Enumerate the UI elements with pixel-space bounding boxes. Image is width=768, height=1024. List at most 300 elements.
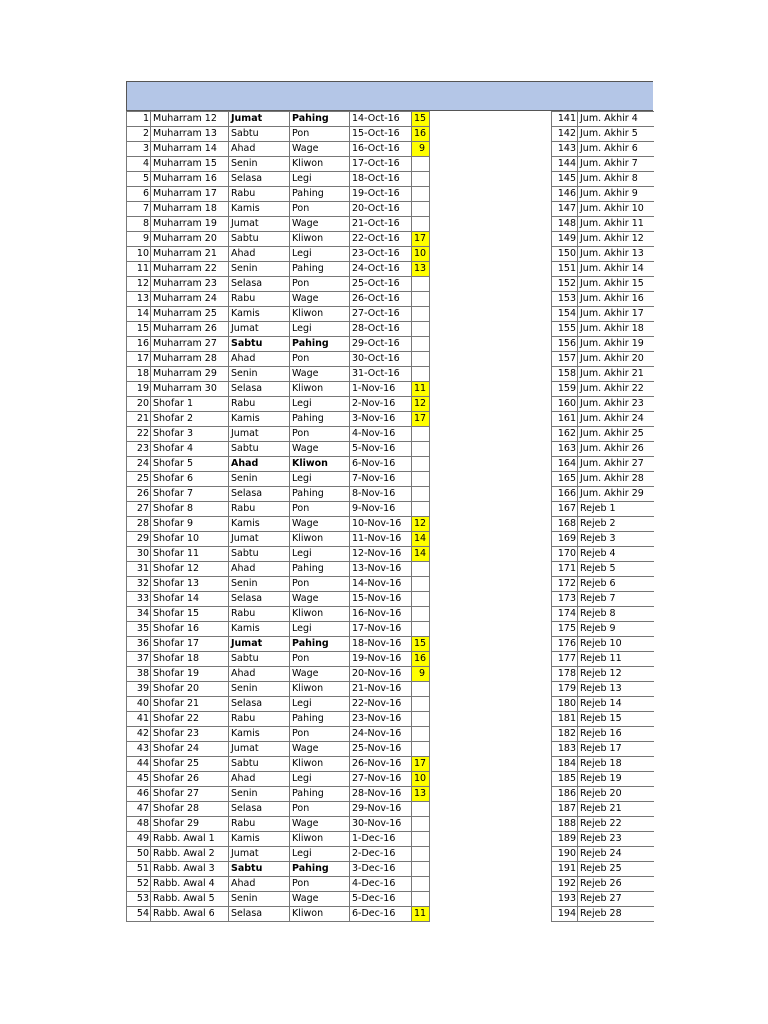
spacer-cell[interactable] xyxy=(430,667,552,682)
row-number-2-cell[interactable]: 142 xyxy=(552,127,578,142)
pasaran-cell[interactable]: Kliwon xyxy=(290,607,350,622)
hijri-date-2-cell[interactable]: Jum. Akhir 20 xyxy=(578,352,654,367)
hijri-date-2-cell[interactable]: Rejeb 19 xyxy=(578,772,654,787)
mark-cell[interactable] xyxy=(412,712,430,727)
hijri-date-2-cell[interactable]: Jum. Akhir 9 xyxy=(578,187,654,202)
day-name-cell[interactable]: Jumat xyxy=(229,217,290,232)
pasaran-cell[interactable]: Kliwon xyxy=(290,157,350,172)
spacer-cell[interactable] xyxy=(430,472,552,487)
day-name-cell[interactable]: Ahad xyxy=(229,352,290,367)
mark-cell[interactable]: 15 xyxy=(412,637,430,652)
day-name-cell[interactable]: Jumat xyxy=(229,637,290,652)
gregorian-date-cell[interactable]: 19-Oct-16 xyxy=(350,187,412,202)
hijri-date-cell[interactable]: Rabb. Awal 6 xyxy=(151,907,229,922)
row-number-cell[interactable]: 51 xyxy=(127,862,151,877)
day-name-cell[interactable]: Ahad xyxy=(229,457,290,472)
day-name-cell[interactable]: Senin xyxy=(229,682,290,697)
row-number-cell[interactable]: 21 xyxy=(127,412,151,427)
hijri-date-cell[interactable]: Shofar 15 xyxy=(151,607,229,622)
hijri-date-2-cell[interactable]: Jum. Akhir 6 xyxy=(578,142,654,157)
gregorian-date-cell[interactable]: 11-Nov-16 xyxy=(350,532,412,547)
day-name-cell[interactable]: Selasa xyxy=(229,907,290,922)
gregorian-date-cell[interactable]: 15-Oct-16 xyxy=(350,127,412,142)
pasaran-cell[interactable]: Wage xyxy=(290,592,350,607)
gregorian-date-cell[interactable]: 1-Dec-16 xyxy=(350,832,412,847)
hijri-date-2-cell[interactable]: Jum. Akhir 7 xyxy=(578,157,654,172)
spacer-cell[interactable] xyxy=(430,127,552,142)
spacer-cell[interactable] xyxy=(430,532,552,547)
pasaran-cell[interactable]: Legi xyxy=(290,697,350,712)
hijri-date-cell[interactable]: Muharram 24 xyxy=(151,292,229,307)
spacer-cell[interactable] xyxy=(430,547,552,562)
hijri-date-2-cell[interactable]: Rejeb 10 xyxy=(578,637,654,652)
gregorian-date-cell[interactable]: 23-Oct-16 xyxy=(350,247,412,262)
mark-cell[interactable] xyxy=(412,847,430,862)
row-number-cell[interactable]: 22 xyxy=(127,427,151,442)
spacer-cell[interactable] xyxy=(430,217,552,232)
row-number-2-cell[interactable]: 174 xyxy=(552,607,578,622)
hijri-date-2-cell[interactable]: Jum. Akhir 12 xyxy=(578,232,654,247)
row-number-2-cell[interactable]: 148 xyxy=(552,217,578,232)
day-name-cell[interactable]: Kamis xyxy=(229,832,290,847)
hijri-date-2-cell[interactable]: Rejeb 24 xyxy=(578,847,654,862)
row-number-cell[interactable]: 42 xyxy=(127,727,151,742)
row-number-2-cell[interactable]: 178 xyxy=(552,667,578,682)
mark-cell[interactable]: 16 xyxy=(412,652,430,667)
spacer-cell[interactable] xyxy=(430,562,552,577)
gregorian-date-cell[interactable]: 5-Dec-16 xyxy=(350,892,412,907)
pasaran-cell[interactable]: Legi xyxy=(290,397,350,412)
hijri-date-2-cell[interactable]: Jum. Akhir 24 xyxy=(578,412,654,427)
spacer-cell[interactable] xyxy=(430,172,552,187)
row-number-2-cell[interactable]: 143 xyxy=(552,142,578,157)
gregorian-date-cell[interactable]: 14-Nov-16 xyxy=(350,577,412,592)
day-name-cell[interactable]: Senin xyxy=(229,367,290,382)
day-name-cell[interactable]: Sabtu xyxy=(229,337,290,352)
row-number-cell[interactable]: 41 xyxy=(127,712,151,727)
spacer-cell[interactable] xyxy=(430,322,552,337)
hijri-date-cell[interactable]: Muharram 17 xyxy=(151,187,229,202)
spacer-cell[interactable] xyxy=(430,637,552,652)
spacer-cell[interactable] xyxy=(430,592,552,607)
row-number-cell[interactable]: 17 xyxy=(127,352,151,367)
day-name-cell[interactable]: Sabtu xyxy=(229,442,290,457)
pasaran-cell[interactable]: Pahing xyxy=(290,562,350,577)
row-number-cell[interactable]: 4 xyxy=(127,157,151,172)
day-name-cell[interactable]: Rabu xyxy=(229,502,290,517)
spacer-cell[interactable] xyxy=(430,142,552,157)
hijri-date-2-cell[interactable]: Rejeb 5 xyxy=(578,562,654,577)
spacer-cell[interactable] xyxy=(430,232,552,247)
row-number-2-cell[interactable]: 159 xyxy=(552,382,578,397)
gregorian-date-cell[interactable]: 13-Nov-16 xyxy=(350,562,412,577)
row-number-2-cell[interactable]: 185 xyxy=(552,772,578,787)
hijri-date-2-cell[interactable]: Jum. Akhir 5 xyxy=(578,127,654,142)
day-name-cell[interactable]: Kamis xyxy=(229,307,290,322)
gregorian-date-cell[interactable]: 3-Nov-16 xyxy=(350,412,412,427)
day-name-cell[interactable]: Ahad xyxy=(229,562,290,577)
pasaran-cell[interactable]: Kliwon xyxy=(290,907,350,922)
day-name-cell[interactable]: Ahad xyxy=(229,772,290,787)
day-name-cell[interactable]: Selasa xyxy=(229,487,290,502)
hijri-date-2-cell[interactable]: Rejeb 22 xyxy=(578,817,654,832)
day-name-cell[interactable]: Selasa xyxy=(229,697,290,712)
row-number-2-cell[interactable]: 190 xyxy=(552,847,578,862)
mark-cell[interactable] xyxy=(412,892,430,907)
row-number-2-cell[interactable]: 188 xyxy=(552,817,578,832)
mark-cell[interactable] xyxy=(412,187,430,202)
mark-cell[interactable] xyxy=(412,862,430,877)
mark-cell[interactable] xyxy=(412,577,430,592)
hijri-date-cell[interactable]: Shofar 23 xyxy=(151,727,229,742)
pasaran-cell[interactable]: Pon xyxy=(290,802,350,817)
spacer-cell[interactable] xyxy=(430,427,552,442)
gregorian-date-cell[interactable]: 25-Oct-16 xyxy=(350,277,412,292)
row-number-cell[interactable]: 29 xyxy=(127,532,151,547)
gregorian-date-cell[interactable]: 17-Nov-16 xyxy=(350,622,412,637)
hijri-date-cell[interactable]: Shofar 22 xyxy=(151,712,229,727)
row-number-2-cell[interactable]: 158 xyxy=(552,367,578,382)
mark-cell[interactable] xyxy=(412,217,430,232)
hijri-date-cell[interactable]: Muharram 15 xyxy=(151,157,229,172)
row-number-cell[interactable]: 35 xyxy=(127,622,151,637)
pasaran-cell[interactable]: Legi xyxy=(290,772,350,787)
pasaran-cell[interactable]: Pahing xyxy=(290,862,350,877)
day-name-cell[interactable]: Jumat xyxy=(229,322,290,337)
pasaran-cell[interactable]: Kliwon xyxy=(290,532,350,547)
mark-cell[interactable] xyxy=(412,622,430,637)
day-name-cell[interactable]: Rabu xyxy=(229,817,290,832)
day-name-cell[interactable]: Sabtu xyxy=(229,547,290,562)
hijri-date-2-cell[interactable]: Rejeb 16 xyxy=(578,727,654,742)
pasaran-cell[interactable]: Wage xyxy=(290,817,350,832)
spacer-cell[interactable] xyxy=(430,292,552,307)
gregorian-date-cell[interactable]: 1-Nov-16 xyxy=(350,382,412,397)
pasaran-cell[interactable]: Kliwon xyxy=(290,382,350,397)
gregorian-date-cell[interactable]: 30-Nov-16 xyxy=(350,817,412,832)
day-name-cell[interactable]: Selasa xyxy=(229,382,290,397)
hijri-date-2-cell[interactable]: Rejeb 23 xyxy=(578,832,654,847)
day-name-cell[interactable]: Sabtu xyxy=(229,232,290,247)
row-number-cell[interactable]: 2 xyxy=(127,127,151,142)
mark-cell[interactable]: 16 xyxy=(412,127,430,142)
mark-cell[interactable] xyxy=(412,592,430,607)
spacer-cell[interactable] xyxy=(430,892,552,907)
mark-cell[interactable]: 10 xyxy=(412,772,430,787)
mark-cell[interactable] xyxy=(412,877,430,892)
pasaran-cell[interactable]: Pahing xyxy=(290,187,350,202)
pasaran-cell[interactable]: Pon xyxy=(290,877,350,892)
spacer-cell[interactable] xyxy=(430,682,552,697)
spacer-cell[interactable] xyxy=(430,382,552,397)
hijri-date-2-cell[interactable]: Jum. Akhir 4 xyxy=(578,112,654,127)
hijri-date-2-cell[interactable]: Jum. Akhir 26 xyxy=(578,442,654,457)
row-number-cell[interactable]: 48 xyxy=(127,817,151,832)
row-number-2-cell[interactable]: 192 xyxy=(552,877,578,892)
pasaran-cell[interactable]: Legi xyxy=(290,172,350,187)
row-number-2-cell[interactable]: 146 xyxy=(552,187,578,202)
row-number-2-cell[interactable]: 145 xyxy=(552,172,578,187)
hijri-date-2-cell[interactable]: Jum. Akhir 10 xyxy=(578,202,654,217)
hijri-date-2-cell[interactable]: Jum. Akhir 27 xyxy=(578,457,654,472)
mark-cell[interactable] xyxy=(412,682,430,697)
gregorian-date-cell[interactable]: 24-Oct-16 xyxy=(350,262,412,277)
row-number-cell[interactable]: 25 xyxy=(127,472,151,487)
hijri-date-cell[interactable]: Muharram 13 xyxy=(151,127,229,142)
hijri-date-cell[interactable]: Rabb. Awal 5 xyxy=(151,892,229,907)
day-name-cell[interactable]: Rabu xyxy=(229,607,290,622)
row-number-cell[interactable]: 16 xyxy=(127,337,151,352)
hijri-date-2-cell[interactable]: Rejeb 8 xyxy=(578,607,654,622)
day-name-cell[interactable]: Senin xyxy=(229,787,290,802)
mark-cell[interactable] xyxy=(412,277,430,292)
gregorian-date-cell[interactable]: 2-Nov-16 xyxy=(350,397,412,412)
row-number-cell[interactable]: 36 xyxy=(127,637,151,652)
gregorian-date-cell[interactable]: 3-Dec-16 xyxy=(350,862,412,877)
day-name-cell[interactable]: Jumat xyxy=(229,532,290,547)
pasaran-cell[interactable]: Pahing xyxy=(290,412,350,427)
row-number-2-cell[interactable]: 180 xyxy=(552,697,578,712)
row-number-cell[interactable]: 37 xyxy=(127,652,151,667)
gregorian-date-cell[interactable]: 12-Nov-16 xyxy=(350,547,412,562)
pasaran-cell[interactable]: Kliwon xyxy=(290,832,350,847)
spacer-cell[interactable] xyxy=(430,652,552,667)
mark-cell[interactable]: 17 xyxy=(412,232,430,247)
hijri-date-2-cell[interactable]: Jum. Akhir 13 xyxy=(578,247,654,262)
spacer-cell[interactable] xyxy=(430,112,552,127)
hijri-date-cell[interactable]: Shofar 26 xyxy=(151,772,229,787)
gregorian-date-cell[interactable]: 27-Oct-16 xyxy=(350,307,412,322)
spacer-cell[interactable] xyxy=(430,877,552,892)
hijri-date-2-cell[interactable]: Rejeb 14 xyxy=(578,697,654,712)
row-number-cell[interactable]: 50 xyxy=(127,847,151,862)
row-number-2-cell[interactable]: 186 xyxy=(552,787,578,802)
hijri-date-2-cell[interactable]: Rejeb 15 xyxy=(578,712,654,727)
hijri-date-cell[interactable]: Shofar 21 xyxy=(151,697,229,712)
hijri-date-cell[interactable]: Shofar 10 xyxy=(151,532,229,547)
gregorian-date-cell[interactable]: 17-Oct-16 xyxy=(350,157,412,172)
mark-cell[interactable] xyxy=(412,292,430,307)
gregorian-date-cell[interactable]: 26-Nov-16 xyxy=(350,757,412,772)
hijri-date-cell[interactable]: Muharram 27 xyxy=(151,337,229,352)
mark-cell[interactable] xyxy=(412,427,430,442)
pasaran-cell[interactable]: Pon xyxy=(290,502,350,517)
mark-cell[interactable]: 12 xyxy=(412,517,430,532)
gregorian-date-cell[interactable]: 5-Nov-16 xyxy=(350,442,412,457)
spacer-cell[interactable] xyxy=(430,202,552,217)
mark-cell[interactable] xyxy=(412,367,430,382)
hijri-date-2-cell[interactable]: Jum. Akhir 14 xyxy=(578,262,654,277)
hijri-date-cell[interactable]: Muharram 20 xyxy=(151,232,229,247)
row-number-2-cell[interactable]: 149 xyxy=(552,232,578,247)
day-name-cell[interactable]: Sabtu xyxy=(229,757,290,772)
hijri-date-cell[interactable]: Shofar 24 xyxy=(151,742,229,757)
hijri-date-2-cell[interactable]: Jum. Akhir 21 xyxy=(578,367,654,382)
row-number-2-cell[interactable]: 166 xyxy=(552,487,578,502)
row-number-2-cell[interactable]: 156 xyxy=(552,337,578,352)
day-name-cell[interactable]: Jumat xyxy=(229,847,290,862)
row-number-2-cell[interactable]: 171 xyxy=(552,562,578,577)
pasaran-cell[interactable]: Pahing xyxy=(290,262,350,277)
pasaran-cell[interactable]: Pon xyxy=(290,652,350,667)
hijri-date-2-cell[interactable]: Jum. Akhir 8 xyxy=(578,172,654,187)
mark-cell[interactable] xyxy=(412,457,430,472)
spacer-cell[interactable] xyxy=(430,577,552,592)
gregorian-date-cell[interactable]: 4-Nov-16 xyxy=(350,427,412,442)
mark-cell[interactable] xyxy=(412,607,430,622)
hijri-date-cell[interactable]: Muharram 14 xyxy=(151,142,229,157)
row-number-2-cell[interactable]: 181 xyxy=(552,712,578,727)
gregorian-date-cell[interactable]: 21-Nov-16 xyxy=(350,682,412,697)
gregorian-date-cell[interactable]: 30-Oct-16 xyxy=(350,352,412,367)
pasaran-cell[interactable]: Legi xyxy=(290,247,350,262)
pasaran-cell[interactable]: Kliwon xyxy=(290,757,350,772)
mark-cell[interactable]: 9 xyxy=(412,667,430,682)
row-number-cell[interactable]: 8 xyxy=(127,217,151,232)
pasaran-cell[interactable]: Legi xyxy=(290,472,350,487)
spacer-cell[interactable] xyxy=(430,847,552,862)
hijri-date-2-cell[interactable]: Jum. Akhir 23 xyxy=(578,397,654,412)
mark-cell[interactable] xyxy=(412,742,430,757)
gregorian-date-cell[interactable]: 31-Oct-16 xyxy=(350,367,412,382)
spacer-cell[interactable] xyxy=(430,622,552,637)
day-name-cell[interactable]: Jumat xyxy=(229,112,290,127)
hijri-date-2-cell[interactable]: Jum. Akhir 16 xyxy=(578,292,654,307)
gregorian-date-cell[interactable]: 29-Nov-16 xyxy=(350,802,412,817)
hijri-date-2-cell[interactable]: Rejeb 27 xyxy=(578,892,654,907)
day-name-cell[interactable]: Kamis xyxy=(229,412,290,427)
gregorian-date-cell[interactable]: 19-Nov-16 xyxy=(350,652,412,667)
hijri-date-2-cell[interactable]: Jum. Akhir 19 xyxy=(578,337,654,352)
row-number-2-cell[interactable]: 170 xyxy=(552,547,578,562)
hijri-date-cell[interactable]: Shofar 25 xyxy=(151,757,229,772)
hijri-date-2-cell[interactable]: Jum. Akhir 18 xyxy=(578,322,654,337)
spacer-cell[interactable] xyxy=(430,397,552,412)
row-number-2-cell[interactable]: 169 xyxy=(552,532,578,547)
row-number-cell[interactable]: 9 xyxy=(127,232,151,247)
day-name-cell[interactable]: Ahad xyxy=(229,247,290,262)
pasaran-cell[interactable]: Pon xyxy=(290,427,350,442)
mark-cell[interactable] xyxy=(412,442,430,457)
row-number-cell[interactable]: 15 xyxy=(127,322,151,337)
row-number-2-cell[interactable]: 184 xyxy=(552,757,578,772)
row-number-2-cell[interactable]: 177 xyxy=(552,652,578,667)
day-name-cell[interactable]: Jumat xyxy=(229,742,290,757)
hijri-date-2-cell[interactable]: Rejeb 3 xyxy=(578,532,654,547)
gregorian-date-cell[interactable]: 22-Oct-16 xyxy=(350,232,412,247)
hijri-date-cell[interactable]: Muharram 30 xyxy=(151,382,229,397)
hijri-date-cell[interactable]: Shofar 13 xyxy=(151,577,229,592)
spacer-cell[interactable] xyxy=(430,307,552,322)
row-number-cell[interactable]: 7 xyxy=(127,202,151,217)
pasaran-cell[interactable]: Pahing xyxy=(290,337,350,352)
mark-cell[interactable] xyxy=(412,307,430,322)
hijri-date-cell[interactable]: Muharram 29 xyxy=(151,367,229,382)
hijri-date-2-cell[interactable]: Jum. Akhir 17 xyxy=(578,307,654,322)
pasaran-cell[interactable]: Pon xyxy=(290,277,350,292)
hijri-date-2-cell[interactable]: Rejeb 9 xyxy=(578,622,654,637)
row-number-cell[interactable]: 13 xyxy=(127,292,151,307)
day-name-cell[interactable]: Ahad xyxy=(229,877,290,892)
day-name-cell[interactable]: Senin xyxy=(229,472,290,487)
row-number-cell[interactable]: 39 xyxy=(127,682,151,697)
hijri-date-2-cell[interactable]: Rejeb 12 xyxy=(578,667,654,682)
row-number-cell[interactable]: 12 xyxy=(127,277,151,292)
row-number-cell[interactable]: 32 xyxy=(127,577,151,592)
hijri-date-cell[interactable]: Muharram 19 xyxy=(151,217,229,232)
spacer-cell[interactable] xyxy=(430,262,552,277)
gregorian-date-cell[interactable]: 4-Dec-16 xyxy=(350,877,412,892)
row-number-cell[interactable]: 3 xyxy=(127,142,151,157)
spacer-cell[interactable] xyxy=(430,457,552,472)
spacer-cell[interactable] xyxy=(430,277,552,292)
row-number-cell[interactable]: 14 xyxy=(127,307,151,322)
mark-cell[interactable] xyxy=(412,832,430,847)
spacer-cell[interactable] xyxy=(430,442,552,457)
row-number-cell[interactable]: 47 xyxy=(127,802,151,817)
pasaran-cell[interactable]: Wage xyxy=(290,442,350,457)
mark-cell[interactable] xyxy=(412,562,430,577)
day-name-cell[interactable]: Selasa xyxy=(229,802,290,817)
gregorian-date-cell[interactable]: 23-Nov-16 xyxy=(350,712,412,727)
mark-cell[interactable] xyxy=(412,487,430,502)
row-number-2-cell[interactable]: 183 xyxy=(552,742,578,757)
hijri-date-2-cell[interactable]: Rejeb 2 xyxy=(578,517,654,532)
day-name-cell[interactable]: Senin xyxy=(229,577,290,592)
pasaran-cell[interactable]: Pon xyxy=(290,352,350,367)
row-number-2-cell[interactable]: 194 xyxy=(552,907,578,922)
row-number-cell[interactable]: 11 xyxy=(127,262,151,277)
hijri-date-cell[interactable]: Shofar 7 xyxy=(151,487,229,502)
spacer-cell[interactable] xyxy=(430,817,552,832)
day-name-cell[interactable]: Kamis xyxy=(229,622,290,637)
row-number-2-cell[interactable]: 165 xyxy=(552,472,578,487)
spacer-cell[interactable] xyxy=(430,412,552,427)
hijri-date-cell[interactable]: Shofar 5 xyxy=(151,457,229,472)
hijri-date-cell[interactable]: Muharram 22 xyxy=(151,262,229,277)
day-name-cell[interactable]: Sabtu xyxy=(229,862,290,877)
hijri-date-cell[interactable]: Muharram 12 xyxy=(151,112,229,127)
row-number-2-cell[interactable]: 155 xyxy=(552,322,578,337)
pasaran-cell[interactable]: Legi xyxy=(290,547,350,562)
mark-cell[interactable]: 17 xyxy=(412,412,430,427)
row-number-2-cell[interactable]: 153 xyxy=(552,292,578,307)
spacer-cell[interactable] xyxy=(430,502,552,517)
hijri-date-cell[interactable]: Shofar 12 xyxy=(151,562,229,577)
row-number-cell[interactable]: 54 xyxy=(127,907,151,922)
row-number-cell[interactable]: 18 xyxy=(127,367,151,382)
hijri-date-2-cell[interactable]: Rejeb 25 xyxy=(578,862,654,877)
mark-cell[interactable] xyxy=(412,322,430,337)
row-number-cell[interactable]: 23 xyxy=(127,442,151,457)
hijri-date-cell[interactable]: Shofar 29 xyxy=(151,817,229,832)
hijri-date-2-cell[interactable]: Jum. Akhir 28 xyxy=(578,472,654,487)
spacer-cell[interactable] xyxy=(430,187,552,202)
day-name-cell[interactable]: Selasa xyxy=(229,277,290,292)
hijri-date-2-cell[interactable]: Rejeb 11 xyxy=(578,652,654,667)
hijri-date-cell[interactable]: Shofar 17 xyxy=(151,637,229,652)
row-number-cell[interactable]: 49 xyxy=(127,832,151,847)
mark-cell[interactable]: 11 xyxy=(412,907,430,922)
day-name-cell[interactable]: Jumat xyxy=(229,427,290,442)
hijri-date-cell[interactable]: Shofar 1 xyxy=(151,397,229,412)
mark-cell[interactable]: 17 xyxy=(412,757,430,772)
row-number-cell[interactable]: 20 xyxy=(127,397,151,412)
hijri-date-2-cell[interactable]: Jum. Akhir 25 xyxy=(578,427,654,442)
pasaran-cell[interactable]: Pahing xyxy=(290,637,350,652)
row-number-2-cell[interactable]: 152 xyxy=(552,277,578,292)
day-name-cell[interactable]: Rabu xyxy=(229,397,290,412)
